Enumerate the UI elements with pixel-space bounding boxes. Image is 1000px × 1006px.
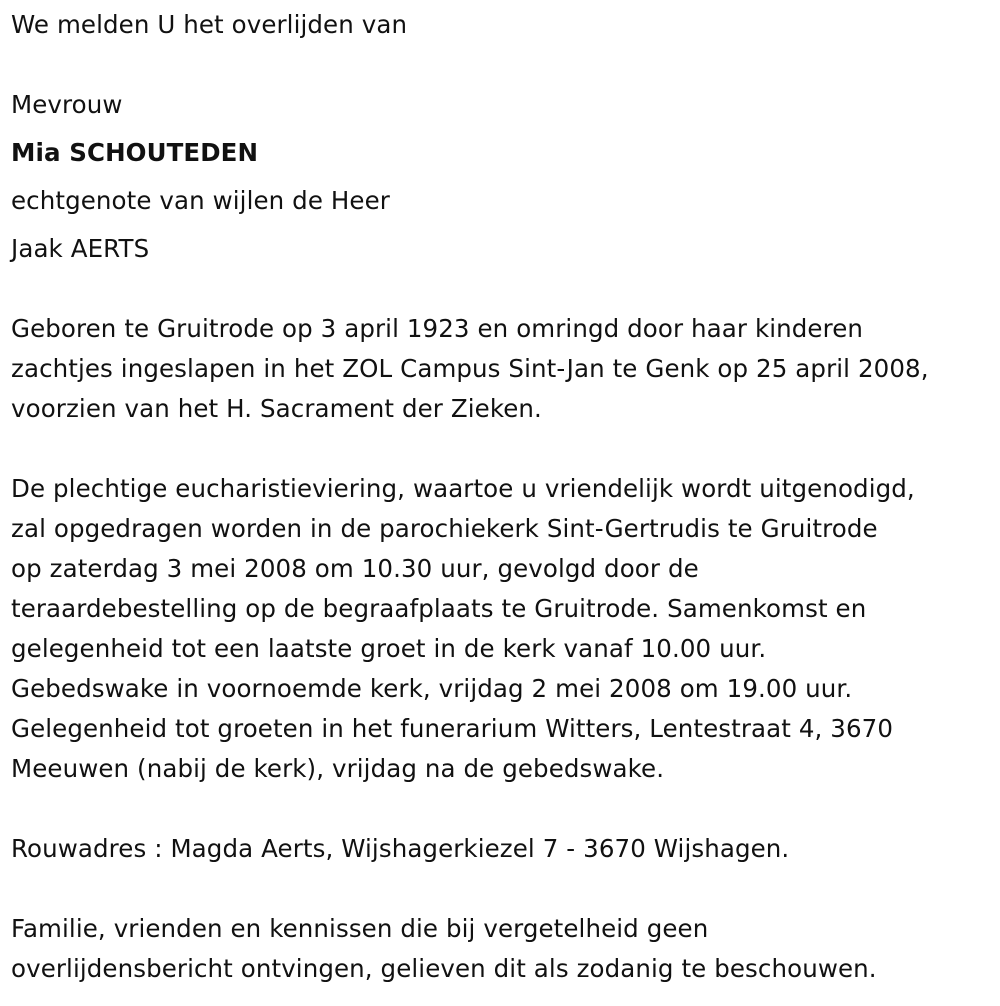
paragraph-line: overlijdensbericht ontvingen, gelieven dit als zodanig te beschouwen.: [11, 954, 877, 983]
paragraph-line: Geboren te Gruitrode op 3 april 1923 en omringd door haar kinderen: [11, 314, 864, 343]
paragraph-line: Meeuwen (nabij de kerk), vrijdag na de gebedswake.: [11, 754, 665, 783]
paragraph-line: Gelegenheid tot groeten in het funerarium Witters, Lentestraat 4, 3670: [11, 714, 894, 743]
spouse-prefix: echtgenote van wijlen de Heer: [11, 186, 390, 215]
spouse-name: Jaak AERTS: [11, 234, 150, 263]
paragraph-line: zachtjes ingeslapen in het ZOL Campus Sint-Jan te Genk op 25 april 2008,: [11, 354, 929, 383]
paragraph-line: gelegenheid tot een laatste groet in de kerk vanaf 10.00 uur.: [11, 634, 767, 663]
salutation: Mevrouw: [11, 90, 123, 119]
mourning-address: Rouwadres : Magda Aerts, Wijshagerkiezel 7 - 3670 Wijshagen.: [11, 834, 790, 863]
paragraph-line: Familie, vrienden en kennissen die bij vergetelheid geen: [11, 914, 709, 943]
paragraph-line: Gebedswake in voornoemde kerk, vrijdag 2 mei 2008 om 19.00 uur.: [11, 674, 853, 703]
paragraph-line: voorzien van het H. Sacrament der Zieken.: [11, 394, 542, 423]
paragraph-line: op zaterdag 3 mei 2008 om 10.30 uur, gevolgd door de: [11, 554, 699, 583]
paragraph-line: De plechtige eucharistieviering, waartoe u vriendelijk wordt uitgenodigd,: [11, 474, 915, 503]
deceased-name: Mia SCHOUTEDEN: [11, 138, 259, 167]
intro-line: We melden U het overlijden van: [11, 10, 408, 39]
paragraph-line: zal opgedragen worden in de parochiekerk Sint-Gertrudis te Gruitrode: [11, 514, 878, 543]
paragraph-line: teraardebestelling op de begraafplaats te Gruitrode. Samenkomst en: [11, 594, 867, 623]
